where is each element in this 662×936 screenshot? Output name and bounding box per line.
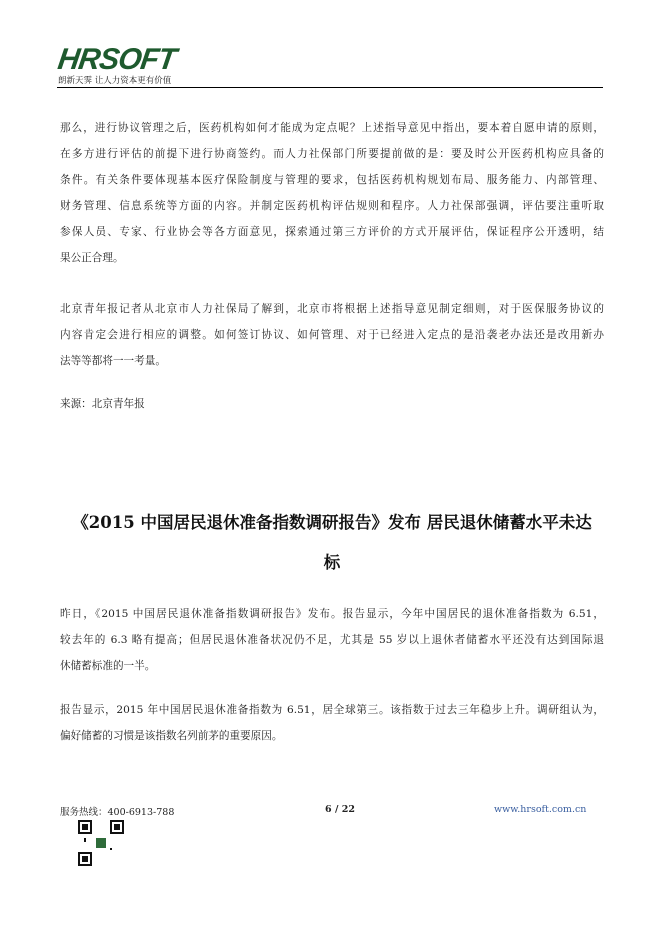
article-heading-line-1: 《2015 中国居民退休准备指数调研报告》发布 居民退休储蓄水平未达	[72, 513, 592, 532]
text-line: 北京青年报记者从北京市人力社保局了解到，北京市将根据上述指导意见制定细则，对于医保服务协议的	[60, 303, 604, 315]
text-line: 昨日，《2015 中国居民退休准备指数调研报告》发布。报告显示，今年中国居民的退休准备指数为 6.51，	[60, 608, 604, 620]
article-heading-line-2: 标	[323, 553, 341, 572]
text-line: 法等等都将一一考量。	[60, 355, 166, 367]
page-number: 6 / 22	[325, 804, 355, 815]
paragraph-3	[60, 601, 604, 679]
qr-code-icon	[78, 820, 124, 866]
paragraph-4	[60, 697, 604, 749]
hrsoft-logo	[55, 43, 178, 86]
text-line: 条件。有关条件要体现基本医疗保险制度与管理的要求，包括医药机构规划布局、服务能力、内部管理、	[60, 174, 604, 186]
footer-website-link[interactable]: www.hrsoft.com.cn	[494, 804, 587, 815]
logo-mark: HRSOFT	[55, 43, 178, 76]
text-line: 那么，进行协议管理之后，医药机构如何才能成为定点呢？上述指导意见中指出，要本着自愿申请的原则，	[60, 122, 604, 134]
text-line: 内容肯定会进行相应的调整。如何签订协议、如何管理、对于已经进入定点的是沿袭老办法还是改用新办	[60, 329, 604, 341]
footer-hotline: 服务热线：400-6913-788	[60, 807, 175, 818]
text-line: 报告显示，2015 年中国居民退休准备指数为 6.51，居全球第三。该指数于过去三年稳步上升。调研组认为，	[60, 704, 604, 716]
paragraph-1	[60, 115, 604, 271]
text-line: 参保人员、专家、行业协会等各方面意见，探索通过第三方评价的方式开展评估，保证程序公开透明，结	[60, 226, 604, 238]
text-line: 休储蓄标准的一半。	[60, 660, 156, 672]
text-line: 果公正合理。	[60, 252, 124, 264]
header-divider	[57, 87, 603, 88]
text-line: 偏好储蓄的习惯是该指数名列前茅的重要原因。	[60, 730, 283, 742]
source-line	[60, 391, 604, 417]
paragraph-2	[60, 296, 604, 374]
text-line: 来源：北京青年报	[60, 398, 145, 410]
text-line: 较去年的 6.3 略有提高；但居民退休准备状况仍不足，尤其是 55 岁以上退休者储蓄水平还没有达到国际退	[60, 634, 604, 646]
logo-tagline: 朗新天霁 让人力资本更有价值	[58, 76, 172, 86]
text-line: 财务管理、信息系统等方面的内容。并制定医药机构评估规则和程序。人力社保部强调，评估要注重听取	[60, 200, 604, 212]
text-line: 在多方进行评估的前提下进行协商签约。而人力社保部门所要提前做的是：要及时公开医药机构应具备的	[60, 148, 604, 160]
